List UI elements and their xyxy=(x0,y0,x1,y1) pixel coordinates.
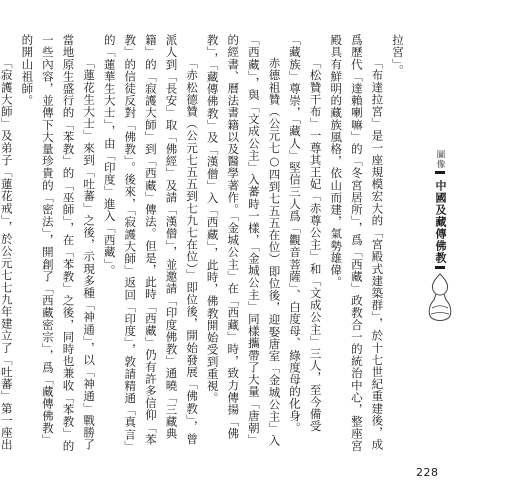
running-head xyxy=(426,150,454,271)
paragraph: 「寂護大師」及弟子「蓮花戒」，於公元七七九年建立了「吐蕃」第一座出 xyxy=(0,57,14,451)
bracket-mark xyxy=(435,266,445,269)
paragraph: 拉宮」。 xyxy=(391,34,405,77)
paragraph: 赤德祖贊（公元七○四到七五五在位）即位後，迎娶唐室「金城公主」入「西藏」，與「文成公主」入蕃時一樣，「金城公主」同樣攜帶了大量「唐朝」的經書、曆法書籍以及醫學著作。「金城公主」在「西藏」時，致力傳揚「佛教」，「藏傳佛教」及「漢僧」入「西藏」，此時，佛教開始受到重視。 xyxy=(205,34,282,447)
paragraph: 「赤松德贊（公元七五五到七九七在位）」即位後，開始發展「佛教」，曾派人到「長安」取「佛經」及請「漢僧」，並邀請「印度佛教」通曉「三藏典籍」的「寂護大師」到「西藏」傳法。但是，此時「西藏」仍有許多信仰「苯教」的信徒反對「佛教」。後來，「寂護大師」返回「印度」，敦請精通「真言」的「蓮華生大士」，由「印度」進入「西藏」。 xyxy=(102,34,200,453)
running-head-title: 中國及藏傳佛教 xyxy=(434,180,447,264)
page-number: 228 xyxy=(416,466,439,479)
running-head-series: 圖像 xyxy=(435,150,445,169)
vase-ornament-icon xyxy=(420,270,460,326)
body-text xyxy=(0,34,408,454)
paragraph: 「松贊干布」一尊其王妃「赤尊公主」和「文成公主」三人，至今備受「藏族」尊崇，「藏人」堅信三人爲「觀音菩薩」、白度母、綠度母的化身。 xyxy=(288,34,323,434)
paragraph: 「布達拉宮」是一座規模宏大的「宮殿式建築群」，於十七世紀重建後，成爲歷代「達賴喇嘛」的「冬宮居所」，爲「西藏」政教合一的統治中心，整座宮殿具有鮮明的藏族風格，依山而建，氣勢雄偉。 xyxy=(329,34,385,452)
bracket-mark xyxy=(435,171,445,174)
paragraph: 「蓮花生大士」來到「吐蕃」之後，示現多種「神通」，以「神通」戰勝了當地原生盛行的「苯教」的「巫師」，在「苯教」之後，同時也兼收「苯教」的一些內容，並傳下大量珍貴的「密法」，開創了「西藏密宗」，爲「藏傳佛教」的開山祖師。 xyxy=(20,34,97,452)
